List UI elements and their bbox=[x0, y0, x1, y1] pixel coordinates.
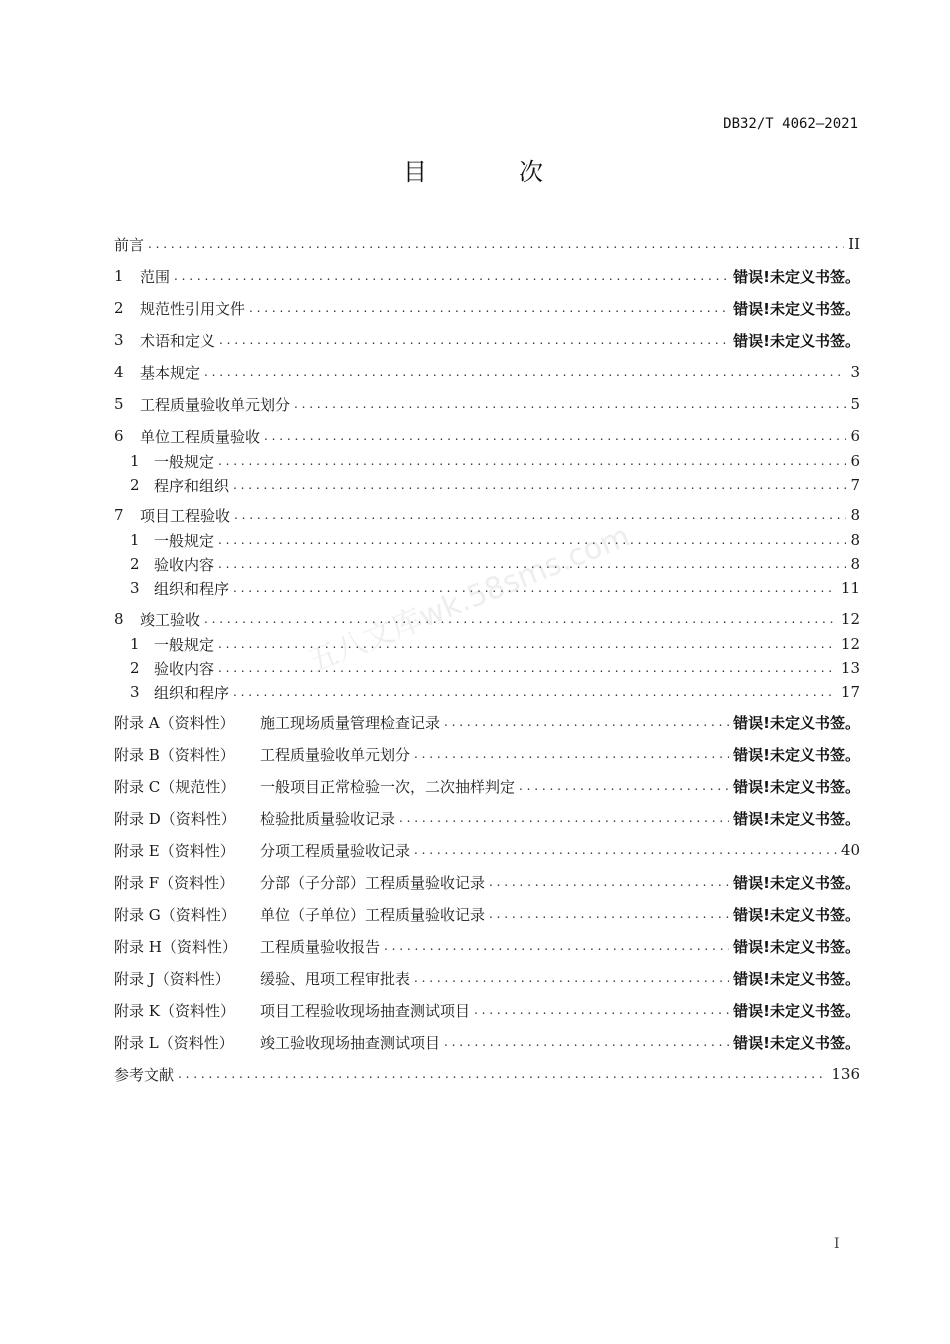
toc-page: 12 bbox=[840, 635, 860, 653]
watermark: 五八文库wk.58sms.com bbox=[302, 518, 635, 680]
toc-entry-bibliography[interactable] bbox=[114, 1063, 860, 1085]
toc-entry-subclause[interactable] bbox=[130, 529, 860, 551]
toc-label: 基本规定 bbox=[140, 363, 201, 382]
toc-page-error: 错误!未定义书签。 bbox=[733, 937, 860, 956]
toc-page: 5 bbox=[850, 395, 860, 413]
toc-page-error: 错误!未定义书签。 bbox=[733, 331, 860, 350]
dot-leader bbox=[294, 393, 846, 415]
dot-leader bbox=[414, 743, 729, 765]
toc-page: 6 bbox=[850, 427, 860, 445]
toc-entry-subclause[interactable] bbox=[130, 681, 860, 703]
appendix-prefix: 附录 J（资料性） bbox=[114, 969, 230, 988]
toc-entry-subclause[interactable] bbox=[130, 633, 860, 655]
toc-page: 17 bbox=[840, 683, 860, 701]
toc-entry-clause[interactable] bbox=[114, 425, 860, 447]
toc-entry-subclause[interactable] bbox=[130, 657, 860, 679]
dot-leader bbox=[233, 577, 837, 599]
dot-leader bbox=[414, 839, 837, 861]
toc-label: 竣工验收现场抽查测试项目 bbox=[260, 1033, 441, 1052]
dot-leader bbox=[399, 807, 729, 829]
dot-leader bbox=[384, 935, 729, 957]
toc-number: 3 bbox=[114, 331, 124, 349]
appendix-prefix: 附录 G（资料性） bbox=[114, 905, 236, 924]
document-code: DB32/T 4062—2021 bbox=[723, 116, 858, 132]
toc-page: 8 bbox=[850, 531, 860, 549]
toc-number: 6 bbox=[114, 427, 124, 445]
page-number: I bbox=[834, 1236, 840, 1252]
toc-page-error: 错误!未定义书签。 bbox=[733, 777, 860, 796]
toc-page: 7 bbox=[850, 476, 860, 494]
toc-label: 工程质量验收单元划分 bbox=[260, 745, 411, 764]
toc-label: 一般规定 bbox=[154, 452, 215, 471]
appendix-prefix: 附录 C（规范性） bbox=[114, 777, 236, 796]
dot-leader bbox=[444, 1031, 729, 1053]
dot-leader bbox=[219, 329, 729, 351]
dot-leader bbox=[249, 297, 729, 319]
toc-entry-appendix[interactable] bbox=[114, 807, 860, 829]
toc-number: 8 bbox=[114, 610, 124, 628]
toc-label: 缓验、甩项工程审批表 bbox=[260, 969, 411, 988]
appendix-prefix: 附录 F（资料性） bbox=[114, 873, 235, 892]
dot-leader bbox=[174, 265, 729, 287]
appendix-prefix: 附录 H（资料性） bbox=[114, 937, 237, 956]
toc-label: 参考文献 bbox=[114, 1065, 175, 1084]
toc-number: 4 bbox=[114, 363, 124, 381]
toc-page: 11 bbox=[840, 579, 860, 597]
toc-label: 术语和定义 bbox=[140, 331, 216, 350]
toc-label: 分项工程质量验收记录 bbox=[260, 841, 411, 860]
dot-leader bbox=[414, 967, 729, 989]
toc-entry-appendix[interactable] bbox=[114, 839, 860, 861]
toc-number: 3 bbox=[130, 683, 140, 701]
dot-leader bbox=[218, 529, 846, 551]
toc-entry-clause[interactable] bbox=[114, 297, 860, 319]
toc-number: 1 bbox=[114, 267, 124, 285]
toc-label: 竣工验收 bbox=[140, 610, 201, 629]
dot-leader bbox=[519, 775, 729, 797]
toc-label: 一般规定 bbox=[154, 635, 215, 654]
page-title: 目 次 bbox=[403, 158, 577, 186]
dot-leader bbox=[444, 711, 729, 733]
toc-entry-clause[interactable] bbox=[114, 393, 860, 415]
toc-entry-subclause[interactable] bbox=[130, 450, 860, 472]
toc-number: 2 bbox=[130, 555, 140, 573]
toc-label: 一般项目正常检验一次，二次抽样判定 bbox=[260, 777, 516, 796]
toc-label: 工程质量验收报告 bbox=[260, 937, 381, 956]
toc-entry-clause[interactable] bbox=[114, 329, 860, 351]
toc-page: 3 bbox=[850, 363, 860, 381]
toc-entry-clause[interactable] bbox=[114, 608, 860, 630]
toc-entry-appendix[interactable] bbox=[114, 903, 860, 925]
toc-entry-subclause[interactable] bbox=[130, 577, 860, 599]
toc-entry-clause[interactable] bbox=[114, 361, 860, 383]
toc-page-error: 错误!未定义书签。 bbox=[733, 1033, 860, 1052]
dot-leader bbox=[178, 1063, 827, 1085]
toc-entry-clause[interactable] bbox=[114, 265, 860, 287]
toc-label: 验收内容 bbox=[154, 659, 215, 678]
toc-label: 工程质量验收单元划分 bbox=[140, 395, 291, 414]
dot-leader bbox=[204, 608, 837, 630]
appendix-prefix: 附录 E（资料性） bbox=[114, 841, 235, 860]
toc-entry-preface[interactable] bbox=[114, 233, 860, 255]
toc-page-error: 错误!未定义书签。 bbox=[733, 299, 860, 318]
toc-entry-appendix[interactable] bbox=[114, 935, 860, 957]
toc-page-error: 错误!未定义书签。 bbox=[733, 969, 860, 988]
toc-label: 前言 bbox=[114, 235, 145, 254]
appendix-prefix: 附录 L（资料性） bbox=[114, 1033, 234, 1052]
toc-label: 组织和程序 bbox=[154, 683, 230, 702]
toc-label: 检验批质量验收记录 bbox=[260, 809, 396, 828]
toc-label: 项目工程验收现场抽查测试项目 bbox=[260, 1001, 471, 1020]
dot-leader bbox=[233, 474, 846, 496]
toc-label: 验收内容 bbox=[154, 555, 215, 574]
dot-leader bbox=[233, 681, 837, 703]
toc-label: 项目工程验收 bbox=[140, 506, 231, 525]
appendix-prefix: 附录 D（资料性） bbox=[114, 809, 236, 828]
toc-page: 136 bbox=[831, 1065, 860, 1083]
toc-page: 8 bbox=[850, 506, 860, 524]
toc-page-error: 错误!未定义书签。 bbox=[733, 267, 860, 286]
toc-entry-subclause[interactable] bbox=[130, 553, 860, 575]
toc-entry-appendix[interactable] bbox=[114, 743, 860, 765]
dot-leader bbox=[148, 233, 844, 255]
dot-leader bbox=[218, 553, 846, 575]
toc-entry-subclause[interactable] bbox=[130, 474, 860, 496]
dot-leader bbox=[218, 657, 837, 679]
toc-entry-appendix[interactable] bbox=[114, 999, 860, 1021]
toc-page-error: 错误!未定义书签。 bbox=[733, 905, 860, 924]
toc-label: 程序和组织 bbox=[154, 476, 230, 495]
toc-entry-appendix[interactable] bbox=[114, 775, 860, 797]
toc-number: 7 bbox=[114, 506, 124, 524]
toc-label: 施工现场质量管理检查记录 bbox=[260, 713, 441, 732]
toc-page: 13 bbox=[840, 659, 860, 677]
toc-label: 组织和程序 bbox=[154, 579, 230, 598]
dot-leader bbox=[489, 871, 729, 893]
toc-entry-clause[interactable] bbox=[114, 504, 860, 526]
toc-entry-appendix[interactable] bbox=[114, 1031, 860, 1053]
toc-page: 8 bbox=[850, 555, 860, 573]
toc-label: 单位工程质量验收 bbox=[140, 427, 261, 446]
toc-number: 2 bbox=[130, 476, 140, 494]
toc-page-error: 错误!未定义书签。 bbox=[733, 809, 860, 828]
dot-leader bbox=[489, 903, 729, 925]
toc-label: 一般规定 bbox=[154, 531, 215, 550]
dot-leader bbox=[218, 450, 846, 472]
toc-number: 1 bbox=[130, 452, 140, 470]
dot-leader bbox=[234, 504, 846, 526]
toc-page: II bbox=[848, 235, 860, 253]
toc-number: 2 bbox=[114, 299, 124, 317]
toc-entry-appendix[interactable] bbox=[114, 871, 860, 893]
dot-leader bbox=[218, 633, 837, 655]
dot-leader bbox=[474, 999, 729, 1021]
toc-entry-appendix[interactable] bbox=[114, 711, 860, 733]
toc-entry-appendix[interactable] bbox=[114, 967, 860, 989]
toc-label: 规范性引用文件 bbox=[140, 299, 246, 318]
toc-label: 单位（子单位）工程质量验收记录 bbox=[260, 905, 486, 924]
toc-page-error: 错误!未定义书签。 bbox=[733, 873, 860, 892]
toc-page-error: 错误!未定义书签。 bbox=[733, 713, 860, 732]
toc-label: 分部（子分部）工程质量验收记录 bbox=[260, 873, 486, 892]
toc-number: 1 bbox=[130, 531, 140, 549]
dot-leader bbox=[264, 425, 846, 447]
toc-number: 3 bbox=[130, 579, 140, 597]
toc-number: 5 bbox=[114, 395, 124, 413]
toc-page: 40 bbox=[840, 841, 860, 859]
appendix-prefix: 附录 K（资料性） bbox=[114, 1001, 235, 1020]
toc-page-error: 错误!未定义书签。 bbox=[733, 745, 860, 764]
appendix-prefix: 附录 A（资料性） bbox=[114, 713, 235, 732]
appendix-prefix: 附录 B（资料性） bbox=[114, 745, 235, 764]
dot-leader bbox=[204, 361, 846, 383]
toc-page: 12 bbox=[840, 610, 860, 628]
toc-page: 6 bbox=[850, 452, 860, 470]
toc-number: 2 bbox=[130, 659, 140, 677]
toc-number: 1 bbox=[130, 635, 140, 653]
toc-label: 范围 bbox=[140, 267, 171, 286]
toc-page-error: 错误!未定义书签。 bbox=[733, 1001, 860, 1020]
